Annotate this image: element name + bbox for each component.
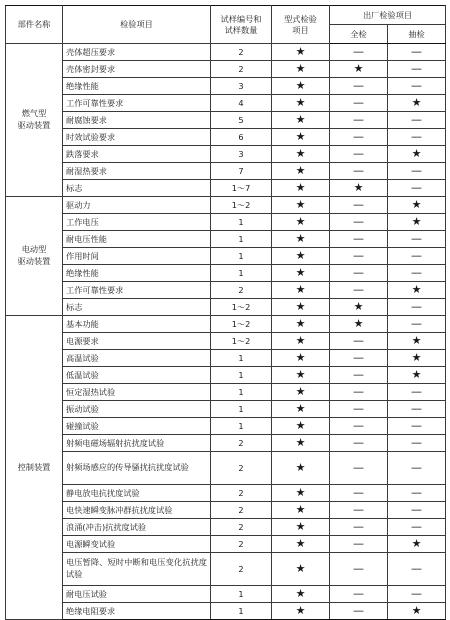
sample-number-cell: 1	[211, 248, 272, 265]
inspection-item-cell: 电压暂降、短时中断和电压变化抗扰度试验	[63, 553, 211, 586]
inspection-item-cell: 跌落要求	[63, 146, 211, 163]
sampling-inspection-cell: ★	[388, 95, 446, 112]
sample-number-cell: 1	[211, 418, 272, 435]
sampling-inspection-cell: —	[388, 44, 446, 61]
inspection-item-cell: 恒定湿热试验	[63, 384, 211, 401]
sample-number-cell: 7	[211, 163, 272, 180]
full-inspection-cell: —	[330, 367, 388, 384]
sampling-inspection-cell: ★	[388, 197, 446, 214]
inspection-item-cell: 射频电磁场辐射抗扰度试验	[63, 435, 211, 452]
sample-number-cell: 6	[211, 129, 272, 146]
inspection-item-cell: 壳体密封要求	[63, 61, 211, 78]
type-test-cell: ★	[272, 553, 330, 586]
inspection-item-cell: 耐湿热要求	[63, 163, 211, 180]
sampling-inspection-cell: —	[388, 418, 446, 435]
table-row	[6, 316, 446, 333]
inspection-item-cell: 静电放电抗扰度试验	[63, 485, 211, 502]
table-row	[6, 231, 446, 248]
type-test-cell: ★	[272, 586, 330, 603]
inspection-item-cell: 绝缘性能	[63, 265, 211, 282]
header-inspection-item: 检验项目	[63, 6, 211, 44]
sampling-inspection-cell: —	[388, 163, 446, 180]
inspection-item-cell: 耐电压性能	[63, 231, 211, 248]
sample-number-cell: 2	[211, 452, 272, 485]
table-row	[6, 197, 446, 214]
header-full-inspection: 全检	[330, 25, 388, 44]
sampling-inspection-cell: —	[388, 180, 446, 197]
type-test-cell: ★	[272, 316, 330, 333]
table-row	[6, 146, 446, 163]
sample-number-cell: 2	[211, 44, 272, 61]
inspection-item-cell: 绝缘电阻要求	[63, 603, 211, 620]
sampling-inspection-cell: ★	[388, 350, 446, 367]
inspection-item-cell: 振动试验	[63, 401, 211, 418]
group-name-label: 燃气型 驱动装置	[17, 108, 51, 130]
type-test-cell: ★	[272, 265, 330, 282]
full-inspection-cell: ★	[330, 61, 388, 78]
sampling-inspection-cell: ★	[388, 282, 446, 299]
type-test-cell: ★	[272, 367, 330, 384]
full-inspection-cell: —	[330, 553, 388, 586]
type-test-cell: ★	[272, 112, 330, 129]
sample-number-cell: 1	[211, 214, 272, 231]
sampling-inspection-cell: —	[388, 519, 446, 536]
table-row	[6, 282, 446, 299]
type-test-cell: ★	[272, 401, 330, 418]
group-name-label: 电动型 驱动装置	[17, 244, 51, 266]
inspection-item-cell: 时效试验要求	[63, 129, 211, 146]
type-test-cell: ★	[272, 384, 330, 401]
sampling-inspection-cell: ★	[388, 536, 446, 553]
inspection-items-table	[5, 5, 446, 620]
table-row	[6, 44, 446, 61]
full-inspection-cell: —	[330, 146, 388, 163]
full-inspection-cell: —	[330, 485, 388, 502]
type-test-cell: ★	[272, 333, 330, 350]
sampling-inspection-cell: —	[388, 384, 446, 401]
inspection-item-cell: 浪涌(冲击)抗扰度试验	[63, 519, 211, 536]
full-inspection-cell: —	[330, 112, 388, 129]
inspection-item-cell: 电快速瞬变脉冲群抗扰度试验	[63, 502, 211, 519]
full-inspection-cell: ★	[330, 316, 388, 333]
sample-number-cell: 2	[211, 502, 272, 519]
type-test-cell: ★	[272, 78, 330, 95]
table-row	[6, 61, 446, 78]
sample-number-cell: 1	[211, 367, 272, 384]
type-test-cell: ★	[272, 435, 330, 452]
type-test-cell: ★	[272, 502, 330, 519]
sample-number-cell: 1	[211, 384, 272, 401]
sample-number-cell: 1～7	[211, 180, 272, 197]
header-component-name: 部件名称	[6, 6, 63, 44]
full-inspection-cell: —	[330, 95, 388, 112]
full-inspection-cell: —	[330, 333, 388, 350]
table-body	[6, 44, 446, 620]
table-row	[6, 452, 446, 485]
sampling-inspection-cell: —	[388, 435, 446, 452]
full-inspection-cell: —	[330, 129, 388, 146]
table-row	[6, 603, 446, 620]
type-test-cell: ★	[272, 95, 330, 112]
table-row	[6, 367, 446, 384]
table-row	[6, 214, 446, 231]
type-test-cell: ★	[272, 44, 330, 61]
sample-number-cell: 3	[211, 78, 272, 95]
sample-number-cell: 2	[211, 553, 272, 586]
sample-number-cell: 1～2	[211, 299, 272, 316]
sampling-inspection-cell: —	[388, 231, 446, 248]
table-row	[6, 485, 446, 502]
sample-number-cell: 2	[211, 61, 272, 78]
type-test-cell: ★	[272, 603, 330, 620]
type-test-cell: ★	[272, 129, 330, 146]
sample-number-cell: 5	[211, 112, 272, 129]
full-inspection-cell: —	[330, 248, 388, 265]
sampling-inspection-cell: —	[388, 61, 446, 78]
inspection-item-cell: 碰撞试验	[63, 418, 211, 435]
sample-number-cell: 2	[211, 485, 272, 502]
table-row	[6, 553, 446, 586]
inspection-item-cell: 低温试验	[63, 367, 211, 384]
type-test-cell: ★	[272, 180, 330, 197]
sample-number-cell: 1～2	[211, 316, 272, 333]
sampling-inspection-cell: ★	[388, 214, 446, 231]
inspection-item-cell: 耐腐蚀要求	[63, 112, 211, 129]
inspection-item-cell: 工作电压	[63, 214, 211, 231]
full-inspection-cell: —	[330, 502, 388, 519]
table-row	[6, 265, 446, 282]
sample-number-cell: 1	[211, 603, 272, 620]
inspection-item-cell: 基本功能	[63, 316, 211, 333]
full-inspection-cell: —	[330, 44, 388, 61]
type-test-cell: ★	[272, 519, 330, 536]
table-row	[6, 418, 446, 435]
sample-number-cell: 2	[211, 519, 272, 536]
table-row	[6, 350, 446, 367]
full-inspection-cell: —	[330, 603, 388, 620]
table-row	[6, 333, 446, 350]
sample-number-cell: 4	[211, 95, 272, 112]
full-inspection-cell: —	[330, 78, 388, 95]
table-row	[6, 519, 446, 536]
inspection-item-cell: 标志	[63, 299, 211, 316]
sampling-inspection-cell: —	[388, 129, 446, 146]
full-inspection-cell: ★	[330, 180, 388, 197]
type-test-cell: ★	[272, 299, 330, 316]
type-test-cell: ★	[272, 197, 330, 214]
full-inspection-cell: —	[330, 418, 388, 435]
full-inspection-cell: —	[330, 214, 388, 231]
header-type-test: 型式检验 项目	[272, 6, 330, 44]
sampling-inspection-cell: ★	[388, 333, 446, 350]
type-test-cell: ★	[272, 485, 330, 502]
sample-number-cell: 2	[211, 536, 272, 553]
sampling-inspection-cell: —	[388, 112, 446, 129]
full-inspection-cell: —	[330, 163, 388, 180]
group-name-fuel-gas-drive-unit	[6, 44, 63, 197]
sampling-inspection-cell: —	[388, 316, 446, 333]
sampling-inspection-cell: ★	[388, 367, 446, 384]
sampling-inspection-cell: —	[388, 78, 446, 95]
full-inspection-cell: —	[330, 452, 388, 485]
sampling-inspection-cell: ★	[388, 603, 446, 620]
type-test-cell: ★	[272, 248, 330, 265]
sampling-inspection-cell: —	[388, 265, 446, 282]
type-test-cell: ★	[272, 146, 330, 163]
header-sampling-inspection: 抽检	[388, 25, 446, 44]
full-inspection-cell: —	[330, 435, 388, 452]
header-factory-inspection: 出厂检验项目	[330, 6, 446, 25]
type-test-cell: ★	[272, 350, 330, 367]
table-row	[6, 502, 446, 519]
inspection-item-cell: 电源要求	[63, 333, 211, 350]
type-test-cell: ★	[272, 163, 330, 180]
full-inspection-cell: ★	[330, 299, 388, 316]
sampling-inspection-cell: —	[388, 299, 446, 316]
group-name-electric-drive-unit	[6, 197, 63, 316]
full-inspection-cell: —	[330, 282, 388, 299]
table-row	[6, 112, 446, 129]
full-inspection-cell: —	[330, 350, 388, 367]
table-row	[6, 435, 446, 452]
sampling-inspection-cell: —	[388, 553, 446, 586]
sample-number-cell: 1	[211, 350, 272, 367]
sample-number-cell: 1～2	[211, 333, 272, 350]
group-name-label: 控制装置	[17, 461, 51, 472]
inspection-item-cell: 绝缘性能	[63, 78, 211, 95]
table-row	[6, 129, 446, 146]
full-inspection-cell: —	[330, 197, 388, 214]
table-row	[6, 384, 446, 401]
sampling-inspection-cell: —	[388, 586, 446, 603]
inspection-item-cell: 驱动力	[63, 197, 211, 214]
sampling-inspection-cell: —	[388, 502, 446, 519]
inspection-item-cell: 电源瞬变试验	[63, 536, 211, 553]
full-inspection-cell: —	[330, 401, 388, 418]
sample-number-cell: 1	[211, 231, 272, 248]
table-header-row	[6, 6, 446, 25]
sampling-inspection-cell: —	[388, 248, 446, 265]
table-row	[6, 248, 446, 265]
type-test-cell: ★	[272, 418, 330, 435]
sample-number-cell: 3	[211, 146, 272, 163]
inspection-item-cell: 标志	[63, 180, 211, 197]
sample-number-cell: 1	[211, 401, 272, 418]
table-row	[6, 586, 446, 603]
full-inspection-cell: —	[330, 384, 388, 401]
sampling-inspection-cell: —	[388, 401, 446, 418]
table-row	[6, 180, 446, 197]
table-row	[6, 95, 446, 112]
sampling-inspection-cell: —	[388, 452, 446, 485]
sample-number-cell: 1	[211, 265, 272, 282]
inspection-table-page	[5, 5, 445, 620]
inspection-item-cell: 壳体超压要求	[63, 44, 211, 61]
sampling-inspection-cell: —	[388, 485, 446, 502]
sample-number-cell: 1～2	[211, 197, 272, 214]
table-row	[6, 78, 446, 95]
sample-number-cell: 2	[211, 435, 272, 452]
inspection-item-cell: 作用时间	[63, 248, 211, 265]
type-test-cell: ★	[272, 536, 330, 553]
full-inspection-cell: —	[330, 265, 388, 282]
full-inspection-cell: —	[330, 519, 388, 536]
header-sample-number: 试样编号和 试样数量	[211, 6, 272, 44]
inspection-item-cell: 工作可靠性要求	[63, 95, 211, 112]
type-test-cell: ★	[272, 282, 330, 299]
table-row	[6, 163, 446, 180]
type-test-cell: ★	[272, 214, 330, 231]
inspection-item-cell: 耐电压试验	[63, 586, 211, 603]
inspection-item-cell: 工作可靠性要求	[63, 282, 211, 299]
sampling-inspection-cell: ★	[388, 146, 446, 163]
type-test-cell: ★	[272, 231, 330, 248]
table-row	[6, 299, 446, 316]
sample-number-cell: 1	[211, 586, 272, 603]
type-test-cell: ★	[272, 61, 330, 78]
table-row	[6, 536, 446, 553]
full-inspection-cell: —	[330, 231, 388, 248]
inspection-item-cell: 高温试验	[63, 350, 211, 367]
sample-number-cell: 2	[211, 282, 272, 299]
inspection-item-cell: 射频场感应的传导骚扰抗扰度试验	[63, 452, 211, 485]
full-inspection-cell: —	[330, 536, 388, 553]
table-row	[6, 401, 446, 418]
type-test-cell: ★	[272, 452, 330, 485]
group-name-control-unit	[6, 316, 63, 620]
full-inspection-cell: —	[330, 586, 388, 603]
